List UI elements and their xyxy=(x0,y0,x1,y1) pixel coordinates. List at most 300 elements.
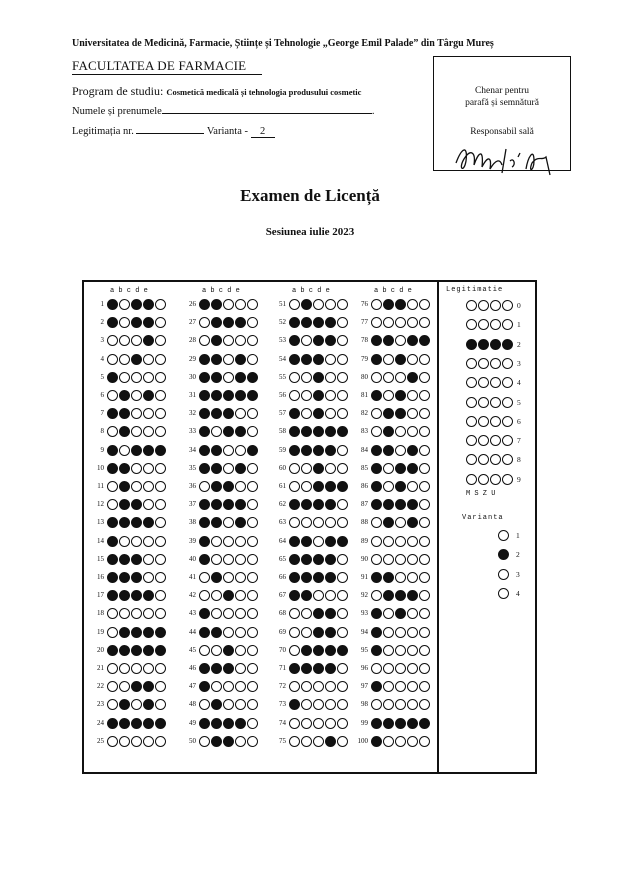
answer-bubble[interactable] xyxy=(419,663,430,674)
answer-bubble[interactable] xyxy=(383,499,394,510)
answer-bubble[interactable] xyxy=(143,463,154,474)
answer-bubble[interactable] xyxy=(155,572,166,583)
answer-bubble[interactable] xyxy=(419,299,430,310)
answer-bubble[interactable] xyxy=(211,608,222,619)
answer-bubble[interactable] xyxy=(107,426,118,437)
answer-bubble[interactable] xyxy=(407,699,418,710)
answer-bubble[interactable] xyxy=(371,372,382,383)
answer-bubble[interactable] xyxy=(223,335,234,346)
answer-bubble[interactable] xyxy=(419,608,430,619)
answer-bubble[interactable] xyxy=(155,736,166,747)
answer-bubble[interactable] xyxy=(419,627,430,638)
answer-bubble[interactable] xyxy=(407,517,418,528)
answer-bubble[interactable] xyxy=(143,372,154,383)
answer-bubble[interactable] xyxy=(289,645,300,656)
answer-bubble[interactable] xyxy=(247,372,258,383)
answer-bubble[interactable] xyxy=(223,463,234,474)
answer-bubble[interactable] xyxy=(337,608,348,619)
answer-bubble[interactable] xyxy=(301,736,312,747)
answer-bubble[interactable] xyxy=(371,463,382,474)
answer-bubble[interactable] xyxy=(199,390,210,401)
answer-bubble[interactable] xyxy=(395,335,406,346)
answer-bubble[interactable] xyxy=(325,481,336,492)
answer-bubble[interactable] xyxy=(119,681,130,692)
answer-bubble[interactable] xyxy=(107,627,118,638)
answer-bubble[interactable] xyxy=(371,354,382,365)
answer-bubble[interactable] xyxy=(131,481,142,492)
answer-bubble[interactable] xyxy=(155,627,166,638)
answer-bubble[interactable] xyxy=(325,645,336,656)
answer-bubble[interactable] xyxy=(337,590,348,601)
id-digit-bubble[interactable] xyxy=(490,358,501,369)
id-digit-bubble[interactable] xyxy=(466,474,477,485)
answer-bubble[interactable] xyxy=(383,481,394,492)
answer-bubble[interactable] xyxy=(325,463,336,474)
answer-bubble[interactable] xyxy=(211,426,222,437)
answer-bubble[interactable] xyxy=(155,554,166,565)
answer-bubble[interactable] xyxy=(289,736,300,747)
answer-bubble[interactable] xyxy=(395,663,406,674)
answer-bubble[interactable] xyxy=(223,736,234,747)
id-digit-bubble[interactable] xyxy=(490,300,501,311)
answer-bubble[interactable] xyxy=(313,536,324,547)
answer-bubble[interactable] xyxy=(371,299,382,310)
answer-bubble[interactable] xyxy=(247,608,258,619)
answer-bubble[interactable] xyxy=(325,499,336,510)
answer-bubble[interactable] xyxy=(131,554,142,565)
answer-bubble[interactable] xyxy=(199,481,210,492)
answer-bubble[interactable] xyxy=(223,445,234,456)
answer-bubble[interactable] xyxy=(337,572,348,583)
id-digit-bubble[interactable] xyxy=(502,454,513,465)
answer-bubble[interactable] xyxy=(143,499,154,510)
answer-bubble[interactable] xyxy=(107,645,118,656)
answer-bubble[interactable] xyxy=(247,536,258,547)
answer-bubble[interactable] xyxy=(211,627,222,638)
answer-bubble[interactable] xyxy=(383,463,394,474)
answer-bubble[interactable] xyxy=(211,445,222,456)
answer-bubble[interactable] xyxy=(325,736,336,747)
answer-bubble[interactable] xyxy=(107,736,118,747)
answer-bubble[interactable] xyxy=(211,536,222,547)
answer-bubble[interactable] xyxy=(131,536,142,547)
answer-bubble[interactable] xyxy=(119,499,130,510)
answer-bubble[interactable] xyxy=(289,335,300,346)
answer-bubble[interactable] xyxy=(107,372,118,383)
answer-bubble[interactable] xyxy=(199,699,210,710)
answer-bubble[interactable] xyxy=(337,354,348,365)
answer-bubble[interactable] xyxy=(383,663,394,674)
answer-bubble[interactable] xyxy=(371,408,382,419)
answer-bubble[interactable] xyxy=(325,517,336,528)
answer-bubble[interactable] xyxy=(337,536,348,547)
answer-bubble[interactable] xyxy=(301,317,312,328)
id-digit-bubble[interactable] xyxy=(466,397,477,408)
answer-bubble[interactable] xyxy=(325,572,336,583)
answer-bubble[interactable] xyxy=(289,390,300,401)
answer-bubble[interactable] xyxy=(235,390,246,401)
answer-bubble[interactable] xyxy=(247,681,258,692)
answer-bubble[interactable] xyxy=(223,426,234,437)
answer-bubble[interactable] xyxy=(223,645,234,656)
answer-bubble[interactable] xyxy=(383,718,394,729)
answer-bubble[interactable] xyxy=(395,517,406,528)
answer-bubble[interactable] xyxy=(143,572,154,583)
answer-bubble[interactable] xyxy=(235,590,246,601)
answer-bubble[interactable] xyxy=(119,408,130,419)
answer-bubble[interactable] xyxy=(247,699,258,710)
answer-bubble[interactable] xyxy=(211,463,222,474)
id-digit-bubble[interactable] xyxy=(466,454,477,465)
answer-bubble[interactable] xyxy=(131,335,142,346)
answer-bubble[interactable] xyxy=(301,299,312,310)
answer-bubble[interactable] xyxy=(235,517,246,528)
id-digit-bubble[interactable] xyxy=(478,358,489,369)
answer-bubble[interactable] xyxy=(325,426,336,437)
answer-bubble[interactable] xyxy=(211,354,222,365)
answer-bubble[interactable] xyxy=(325,536,336,547)
answer-bubble[interactable] xyxy=(289,463,300,474)
answer-bubble[interactable] xyxy=(107,390,118,401)
variant-bubble[interactable] xyxy=(498,530,509,541)
answer-bubble[interactable] xyxy=(383,736,394,747)
id-digit-bubble[interactable] xyxy=(478,397,489,408)
answer-bubble[interactable] xyxy=(131,681,142,692)
answer-bubble[interactable] xyxy=(199,299,210,310)
answer-bubble[interactable] xyxy=(211,681,222,692)
answer-bubble[interactable] xyxy=(199,517,210,528)
answer-bubble[interactable] xyxy=(211,317,222,328)
answer-bubble[interactable] xyxy=(119,354,130,365)
answer-bubble[interactable] xyxy=(419,408,430,419)
id-digit-bubble[interactable] xyxy=(502,377,513,388)
answer-bubble[interactable] xyxy=(325,608,336,619)
answer-bubble[interactable] xyxy=(235,627,246,638)
answer-bubble[interactable] xyxy=(325,408,336,419)
answer-bubble[interactable] xyxy=(119,699,130,710)
answer-bubble[interactable] xyxy=(143,608,154,619)
answer-bubble[interactable] xyxy=(313,390,324,401)
answer-bubble[interactable] xyxy=(419,554,430,565)
answer-bubble[interactable] xyxy=(143,536,154,547)
id-digit-bubble[interactable] xyxy=(490,416,501,427)
answer-bubble[interactable] xyxy=(143,554,154,565)
answer-bubble[interactable] xyxy=(131,408,142,419)
answer-bubble[interactable] xyxy=(199,499,210,510)
answer-bubble[interactable] xyxy=(143,681,154,692)
answer-bubble[interactable] xyxy=(325,317,336,328)
answer-bubble[interactable] xyxy=(247,481,258,492)
answer-bubble[interactable] xyxy=(337,499,348,510)
answer-bubble[interactable] xyxy=(247,335,258,346)
answer-bubble[interactable] xyxy=(143,517,154,528)
answer-bubble[interactable] xyxy=(199,572,210,583)
answer-bubble[interactable] xyxy=(407,608,418,619)
answer-bubble[interactable] xyxy=(119,335,130,346)
answer-bubble[interactable] xyxy=(419,499,430,510)
answer-bubble[interactable] xyxy=(371,736,382,747)
answer-bubble[interactable] xyxy=(155,354,166,365)
answer-bubble[interactable] xyxy=(143,645,154,656)
answer-bubble[interactable] xyxy=(301,481,312,492)
answer-bubble[interactable] xyxy=(155,645,166,656)
answer-bubble[interactable] xyxy=(395,372,406,383)
answer-bubble[interactable] xyxy=(235,335,246,346)
answer-bubble[interactable] xyxy=(313,299,324,310)
answer-bubble[interactable] xyxy=(235,608,246,619)
answer-bubble[interactable] xyxy=(313,517,324,528)
answer-bubble[interactable] xyxy=(107,699,118,710)
answer-bubble[interactable] xyxy=(223,536,234,547)
answer-bubble[interactable] xyxy=(371,590,382,601)
answer-bubble[interactable] xyxy=(407,572,418,583)
answer-bubble[interactable] xyxy=(247,554,258,565)
answer-bubble[interactable] xyxy=(223,699,234,710)
answer-bubble[interactable] xyxy=(131,608,142,619)
answer-bubble[interactable] xyxy=(107,299,118,310)
answer-bubble[interactable] xyxy=(337,335,348,346)
answer-bubble[interactable] xyxy=(325,699,336,710)
answer-bubble[interactable] xyxy=(313,426,324,437)
answer-bubble[interactable] xyxy=(211,590,222,601)
answer-bubble[interactable] xyxy=(155,445,166,456)
answer-bubble[interactable] xyxy=(119,590,130,601)
answer-bubble[interactable] xyxy=(407,372,418,383)
answer-bubble[interactable] xyxy=(247,663,258,674)
answer-bubble[interactable] xyxy=(301,645,312,656)
answer-bubble[interactable] xyxy=(143,445,154,456)
answer-bubble[interactable] xyxy=(199,536,210,547)
answer-bubble[interactable] xyxy=(199,718,210,729)
answer-bubble[interactable] xyxy=(131,372,142,383)
answer-bubble[interactable] xyxy=(107,608,118,619)
answer-bubble[interactable] xyxy=(155,317,166,328)
answer-bubble[interactable] xyxy=(419,590,430,601)
answer-bubble[interactable] xyxy=(407,408,418,419)
answer-bubble[interactable] xyxy=(289,317,300,328)
answer-bubble[interactable] xyxy=(407,335,418,346)
answer-bubble[interactable] xyxy=(155,699,166,710)
answer-bubble[interactable] xyxy=(247,718,258,729)
answer-bubble[interactable] xyxy=(313,590,324,601)
answer-bubble[interactable] xyxy=(119,481,130,492)
answer-bubble[interactable] xyxy=(199,736,210,747)
answer-bubble[interactable] xyxy=(223,299,234,310)
answer-bubble[interactable] xyxy=(371,335,382,346)
answer-bubble[interactable] xyxy=(383,608,394,619)
answer-bubble[interactable] xyxy=(419,463,430,474)
answer-bubble[interactable] xyxy=(395,408,406,419)
answer-bubble[interactable] xyxy=(247,517,258,528)
answer-bubble[interactable] xyxy=(325,445,336,456)
answer-bubble[interactable] xyxy=(247,426,258,437)
answer-bubble[interactable] xyxy=(419,317,430,328)
answer-bubble[interactable] xyxy=(155,663,166,674)
answer-bubble[interactable] xyxy=(223,481,234,492)
answer-bubble[interactable] xyxy=(211,645,222,656)
answer-bubble[interactable] xyxy=(131,499,142,510)
answer-bubble[interactable] xyxy=(407,317,418,328)
answer-bubble[interactable] xyxy=(313,663,324,674)
answer-bubble[interactable] xyxy=(199,426,210,437)
answer-bubble[interactable] xyxy=(325,663,336,674)
answer-bubble[interactable] xyxy=(119,317,130,328)
answer-bubble[interactable] xyxy=(419,445,430,456)
answer-bubble[interactable] xyxy=(247,590,258,601)
answer-bubble[interactable] xyxy=(289,536,300,547)
answer-bubble[interactable] xyxy=(289,681,300,692)
answer-bubble[interactable] xyxy=(371,390,382,401)
id-digit-bubble[interactable] xyxy=(478,300,489,311)
answer-bubble[interactable] xyxy=(337,390,348,401)
answer-bubble[interactable] xyxy=(395,536,406,547)
answer-bubble[interactable] xyxy=(383,354,394,365)
answer-bubble[interactable] xyxy=(301,572,312,583)
answer-bubble[interactable] xyxy=(313,645,324,656)
answer-bubble[interactable] xyxy=(131,517,142,528)
answer-bubble[interactable] xyxy=(337,481,348,492)
answer-bubble[interactable] xyxy=(119,645,130,656)
answer-bubble[interactable] xyxy=(199,663,210,674)
answer-bubble[interactable] xyxy=(247,390,258,401)
answer-bubble[interactable] xyxy=(301,554,312,565)
answer-bubble[interactable] xyxy=(395,590,406,601)
answer-bubble[interactable] xyxy=(301,699,312,710)
answer-bubble[interactable] xyxy=(301,517,312,528)
answer-bubble[interactable] xyxy=(235,354,246,365)
answer-bubble[interactable] xyxy=(325,335,336,346)
answer-bubble[interactable] xyxy=(337,645,348,656)
answer-bubble[interactable] xyxy=(247,645,258,656)
answer-bubble[interactable] xyxy=(199,463,210,474)
answer-bubble[interactable] xyxy=(211,335,222,346)
answer-bubble[interactable] xyxy=(107,445,118,456)
answer-bubble[interactable] xyxy=(289,426,300,437)
answer-bubble[interactable] xyxy=(247,317,258,328)
answer-bubble[interactable] xyxy=(247,445,258,456)
id-digit-bubble[interactable] xyxy=(478,454,489,465)
answer-bubble[interactable] xyxy=(119,572,130,583)
answer-bubble[interactable] xyxy=(223,681,234,692)
answer-bubble[interactable] xyxy=(407,354,418,365)
answer-bubble[interactable] xyxy=(395,736,406,747)
answer-bubble[interactable] xyxy=(107,718,118,729)
answer-bubble[interactable] xyxy=(313,335,324,346)
answer-bubble[interactable] xyxy=(155,681,166,692)
variant-bubble[interactable] xyxy=(498,588,509,599)
answer-bubble[interactable] xyxy=(211,699,222,710)
answer-bubble[interactable] xyxy=(289,572,300,583)
answer-bubble[interactable] xyxy=(131,445,142,456)
answer-bubble[interactable] xyxy=(313,736,324,747)
answer-bubble[interactable] xyxy=(131,718,142,729)
answer-bubble[interactable] xyxy=(131,663,142,674)
answer-bubble[interactable] xyxy=(371,627,382,638)
answer-bubble[interactable] xyxy=(223,317,234,328)
answer-bubble[interactable] xyxy=(301,499,312,510)
id-digit-bubble[interactable] xyxy=(466,300,477,311)
id-digit-bubble[interactable] xyxy=(478,319,489,330)
answer-bubble[interactable] xyxy=(143,317,154,328)
answer-bubble[interactable] xyxy=(419,481,430,492)
answer-bubble[interactable] xyxy=(119,718,130,729)
answer-bubble[interactable] xyxy=(107,408,118,419)
answer-bubble[interactable] xyxy=(419,699,430,710)
answer-bubble[interactable] xyxy=(107,481,118,492)
answer-bubble[interactable] xyxy=(325,354,336,365)
answer-bubble[interactable] xyxy=(199,554,210,565)
answer-bubble[interactable] xyxy=(337,317,348,328)
answer-bubble[interactable] xyxy=(211,572,222,583)
answer-bubble[interactable] xyxy=(383,536,394,547)
answer-bubble[interactable] xyxy=(419,517,430,528)
answer-bubble[interactable] xyxy=(155,390,166,401)
answer-bubble[interactable] xyxy=(301,390,312,401)
answer-bubble[interactable] xyxy=(371,517,382,528)
answer-bubble[interactable] xyxy=(395,681,406,692)
answer-bubble[interactable] xyxy=(223,718,234,729)
answer-bubble[interactable] xyxy=(155,517,166,528)
answer-bubble[interactable] xyxy=(407,663,418,674)
answer-bubble[interactable] xyxy=(235,645,246,656)
answer-bubble[interactable] xyxy=(247,408,258,419)
id-digit-bubble[interactable] xyxy=(466,339,477,350)
answer-bubble[interactable] xyxy=(143,354,154,365)
id-digit-bubble[interactable] xyxy=(502,339,513,350)
answer-bubble[interactable] xyxy=(199,590,210,601)
id-digit-bubble[interactable] xyxy=(490,397,501,408)
id-digit-bubble[interactable] xyxy=(478,377,489,388)
answer-bubble[interactable] xyxy=(211,499,222,510)
answer-bubble[interactable] xyxy=(155,608,166,619)
answer-bubble[interactable] xyxy=(119,663,130,674)
answer-bubble[interactable] xyxy=(337,699,348,710)
answer-bubble[interactable] xyxy=(371,426,382,437)
answer-bubble[interactable] xyxy=(419,372,430,383)
id-digit-bubble[interactable] xyxy=(490,474,501,485)
answer-bubble[interactable] xyxy=(119,445,130,456)
answer-bubble[interactable] xyxy=(313,572,324,583)
answer-bubble[interactable] xyxy=(419,354,430,365)
answer-bubble[interactable] xyxy=(107,354,118,365)
answer-bubble[interactable] xyxy=(289,408,300,419)
answer-bubble[interactable] xyxy=(223,554,234,565)
answer-bubble[interactable] xyxy=(131,390,142,401)
answer-bubble[interactable] xyxy=(419,681,430,692)
answer-bubble[interactable] xyxy=(301,590,312,601)
id-digit-bubble[interactable] xyxy=(478,435,489,446)
id-digit-bubble[interactable] xyxy=(490,454,501,465)
answer-bubble[interactable] xyxy=(223,627,234,638)
answer-bubble[interactable] xyxy=(131,736,142,747)
answer-bubble[interactable] xyxy=(337,299,348,310)
answer-bubble[interactable] xyxy=(419,645,430,656)
answer-bubble[interactable] xyxy=(313,317,324,328)
variant-bubble[interactable] xyxy=(498,569,509,580)
answer-bubble[interactable] xyxy=(143,590,154,601)
answer-bubble[interactable] xyxy=(199,335,210,346)
answer-bubble[interactable] xyxy=(383,681,394,692)
answer-bubble[interactable] xyxy=(223,390,234,401)
answer-bubble[interactable] xyxy=(247,627,258,638)
answer-bubble[interactable] xyxy=(289,718,300,729)
id-digit-bubble[interactable] xyxy=(502,397,513,408)
answer-bubble[interactable] xyxy=(313,699,324,710)
answer-bubble[interactable] xyxy=(325,390,336,401)
answer-bubble[interactable] xyxy=(325,554,336,565)
answer-bubble[interactable] xyxy=(223,608,234,619)
answer-bubble[interactable] xyxy=(371,681,382,692)
